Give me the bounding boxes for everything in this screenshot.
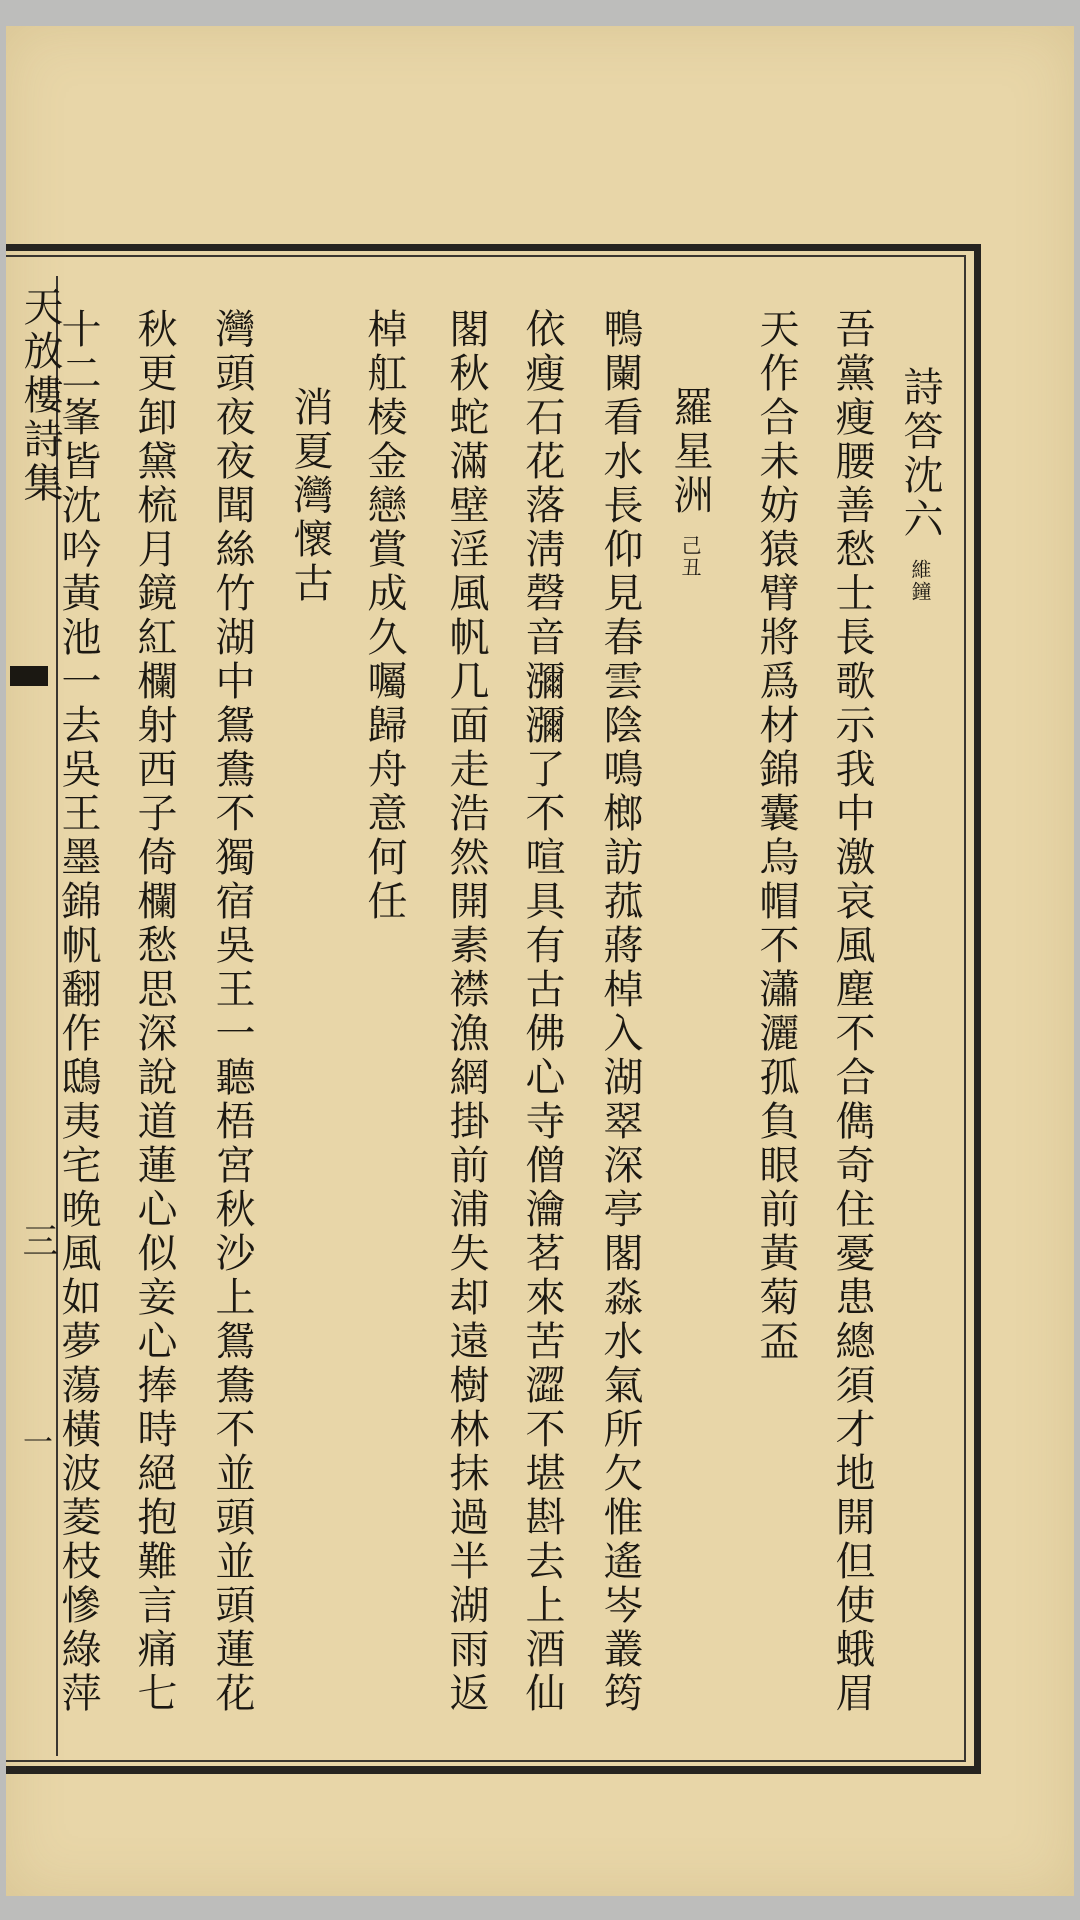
- poem-title: 消夏灣懷古: [287, 386, 333, 606]
- poem-title-column: [667, 386, 713, 579]
- frame-right-inner-rule: [964, 255, 966, 1762]
- column-text: 秋更卸黛梳月鏡紅欄射西子倚欄愁思深說道蓮心似妾心捧時絕抱難言痛七: [131, 308, 177, 1716]
- poem-title-column: [287, 386, 333, 606]
- text-column: [753, 308, 799, 1364]
- poem-title: 詩答沈六: [897, 366, 943, 542]
- frame-top-border: [6, 244, 981, 251]
- text-column: [209, 308, 255, 1716]
- date-note: 己丑: [678, 534, 702, 579]
- column-text: 依瘦石花落淸磬音瀰瀰了不喧具有古佛心寺僧瀹茗來苦澀不堪斟去上酒仙: [519, 308, 565, 1716]
- text-column: [597, 308, 643, 1716]
- book-page: [6, 26, 1074, 1896]
- column-text: 吾黨瘦腰善愁士長歌示我中激哀風塵不合儁奇住憂患總須才地開但使蛾眉: [829, 308, 875, 1716]
- column-text: 鴨闌看水長仰見春雲陰鳴榔訪菰蔣棹入湖翠深亭閣淼水氣所欠惟遙岑叢筠: [597, 308, 643, 1716]
- column-text: 閣秋蛇滿壁淫風帆几面走浩然開素襟漁網掛前浦失却遠樹林抹過半湖雨返: [443, 308, 489, 1716]
- fishtail-mark: [10, 666, 48, 686]
- column-text: 十二峯皆沈吟黃池一去吳王墨錦帆翻作鴟夷宅晚風如夢蕩橫波菱枝慘綠萍: [55, 308, 101, 1716]
- poem-title-column: [897, 366, 943, 603]
- frame-bottom-inner-rule: [6, 1760, 966, 1762]
- text-column: [443, 308, 489, 1716]
- column-text: 棹舡棱金戀賞成久囑歸舟意何任: [361, 308, 407, 924]
- text-column: [361, 308, 407, 924]
- text-column: [519, 308, 565, 1716]
- frame-right-border: [974, 244, 981, 1774]
- frame-bottom-border: [6, 1766, 981, 1774]
- folio-number: 三: [17, 1222, 58, 1258]
- poem-title: 羅星洲: [667, 386, 713, 518]
- column-text: 灣頭夜夜聞絲竹湖中鴛鴦不獨宿吳王一聽梧宮秋沙上鴛鴦不並頭並頭蓮花: [209, 308, 255, 1716]
- text-column: [131, 308, 177, 1716]
- margin-title: 天放樓詩集: [17, 286, 63, 506]
- text-column: [829, 308, 875, 1716]
- text-column: [55, 308, 101, 1716]
- frame-top-inner-rule: [6, 255, 966, 257]
- folio-small-mark: 一: [17, 1426, 52, 1456]
- column-text: 天作合未妨猿臂將爲材錦囊烏帽不瀟灑孤負眼前黃菊盃: [753, 308, 799, 1364]
- author-note: 維鐘: [908, 558, 932, 603]
